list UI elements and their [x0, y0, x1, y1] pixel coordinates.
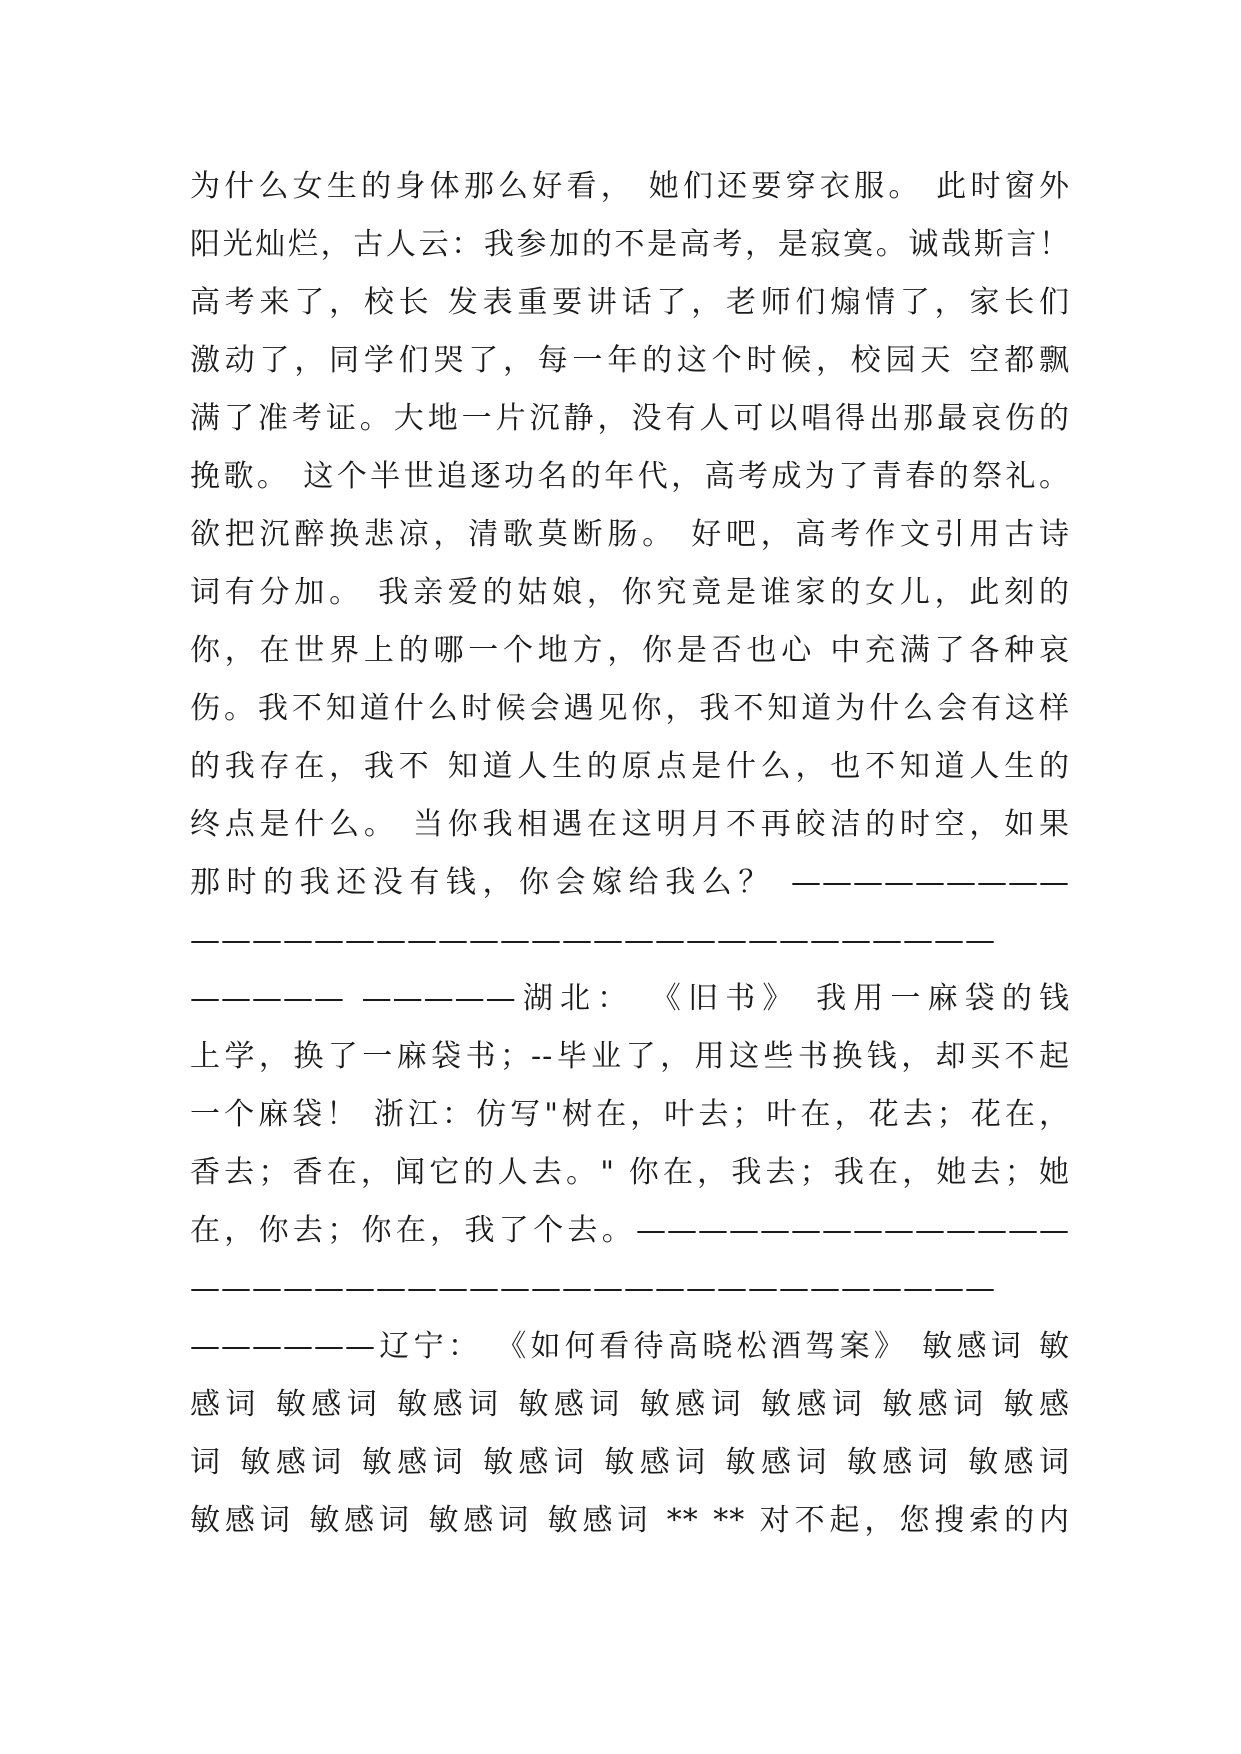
text-line: 香去；香在，闻它的人去。" 你在，我去；我在，她去；她 [190, 1155, 1070, 1190]
body-text [190, 158, 1070, 1550]
text-line: —————————————————————————— [190, 923, 996, 958]
text-line: 你，在世界上的哪一个地方，你是否也心 中充满了各种哀 [190, 633, 1070, 668]
text-line: 阳光灿烂，古人云：我参加的不是高考，是寂寞。诚哉斯言！ [190, 227, 1070, 262]
text-line: 那时的我还没有钱，你会嫁给我么？ ————————— [190, 865, 1070, 900]
text-line: ——————辽宁： 《如何看待高晓松酒驾案》 敏感词 敏 [190, 1329, 1070, 1364]
text-line: 挽歌。 这个半世追逐功名的年代，高考成为了青春的祭礼。 [190, 459, 1070, 494]
text-line: 感词 敏感词 敏感词 敏感词 敏感词 敏感词 敏感词 敏感 [190, 1387, 1070, 1422]
text-line: 的我存在，我不 知道人生的原点是什么，也不知道人生的 [190, 749, 1070, 784]
text-line: 敏感词 敏感词 敏感词 敏感词 ** ** 对不起，您搜索的内 [190, 1503, 1070, 1538]
text-line: 欲把沉醉换悲凉，清歌莫断肠。 好吧，高考作文引用古诗 [190, 517, 1070, 552]
text-line: 词有分加。 我亲爱的姑娘，你究竟是谁家的女儿，此刻的 [190, 575, 1070, 610]
text-line: 伤。我不知道什么时候会遇见你，我不知道为什么会有这样 [190, 691, 1070, 726]
text-line: 激动了，同学们哭了，每一年的这个时候，校园天 空都飘 [190, 343, 1070, 378]
text-line: 满了准考证。大地一片沉静，没有人可以唱得出那最哀伤的 [190, 401, 1070, 436]
text-line: —————————————————————————— [190, 1271, 996, 1306]
text-line: 终点是什么。 当你我相遇在这明月不再皎洁的时空，如果 [190, 807, 1070, 842]
text-line: 词 敏感词 敏感词 敏感词 敏感词 敏感词 敏感词 敏感词 [190, 1445, 1070, 1480]
text-line: ————— —————湖北： 《旧书》 我用一麻袋的钱 [190, 981, 1070, 1016]
text-line: 在，你去；你在，我了个去。—————————————— [190, 1213, 1070, 1248]
text-line: 高考来了，校长 发表重要讲话了，老师们煽情了，家长们 [190, 285, 1070, 320]
text-line: 为什么女生的身体那么好看， 她们还要穿衣服。 此时窗外 [190, 169, 1070, 204]
text-line: 一个麻袋！ 浙江：仿写"树在，叶去；叶在，花去；花在， [190, 1097, 1070, 1132]
text-line: 上学，换了一麻袋书；--毕业了，用这些书换钱，却买不起 [190, 1039, 1070, 1074]
